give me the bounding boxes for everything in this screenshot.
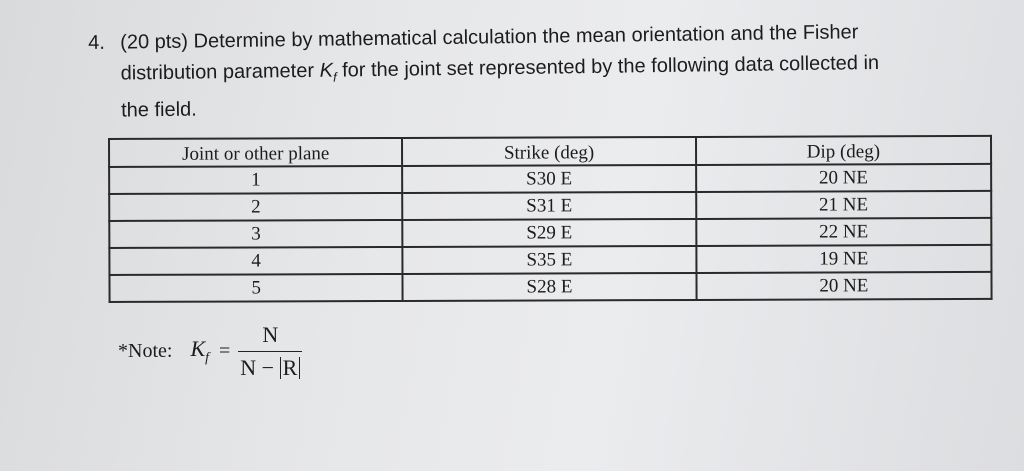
table-row xyxy=(109,164,991,194)
cell-joint: 1 xyxy=(109,166,402,194)
cell-strike: S28 E xyxy=(403,273,696,301)
question-line-1: (20 pts) Determine by mathematical calculation the mean orientation and the Fisher xyxy=(120,21,859,54)
kf-symbol: $K_f$ xyxy=(319,59,337,85)
formula-equals: = xyxy=(219,340,231,362)
header-joint: Joint or other plane xyxy=(109,138,402,167)
formula-abs-r: R xyxy=(280,357,301,379)
table-row xyxy=(109,191,991,221)
question-block xyxy=(88,16,969,127)
formula-denominator: N − R xyxy=(240,352,300,381)
cell-dip: 20 NE xyxy=(696,272,991,300)
cell-strike: S30 E xyxy=(402,165,695,193)
table-row xyxy=(109,245,991,275)
formula-k: $K_f$ xyxy=(190,336,210,366)
cell-strike: S35 E xyxy=(403,246,696,274)
question-text xyxy=(120,16,969,127)
cell-joint: 3 xyxy=(109,220,402,248)
header-strike: Strike (deg) xyxy=(402,137,695,166)
cell-strike: S29 E xyxy=(403,219,696,247)
cell-joint: 5 xyxy=(109,274,402,302)
note-label: *Note: xyxy=(118,340,173,362)
cell-dip: 19 NE xyxy=(696,245,991,273)
cell-joint: 4 xyxy=(109,247,402,275)
question-points: (20 pts) xyxy=(120,30,189,54)
cell-dip: 22 NE xyxy=(696,218,991,246)
header-dip: Dip (deg) xyxy=(696,136,991,165)
question-number: 4. xyxy=(88,31,106,54)
cell-joint: 2 xyxy=(109,193,402,221)
formula-numerator: N xyxy=(262,322,279,347)
question-line-2: distribution parameter $K_f$ for the joint set represented by the following data collected in xyxy=(120,51,880,85)
table-row xyxy=(109,218,991,248)
table-header-row xyxy=(109,136,991,167)
question-line-3: the field. xyxy=(121,98,197,122)
cell-dip: 21 NE xyxy=(696,191,991,219)
cell-strike: S31 E xyxy=(403,192,696,220)
cell-dip: 20 NE xyxy=(696,164,991,192)
joint-data-table xyxy=(108,135,993,303)
formula-note xyxy=(118,322,302,381)
table-row xyxy=(109,272,991,302)
formula-fraction xyxy=(238,322,302,381)
